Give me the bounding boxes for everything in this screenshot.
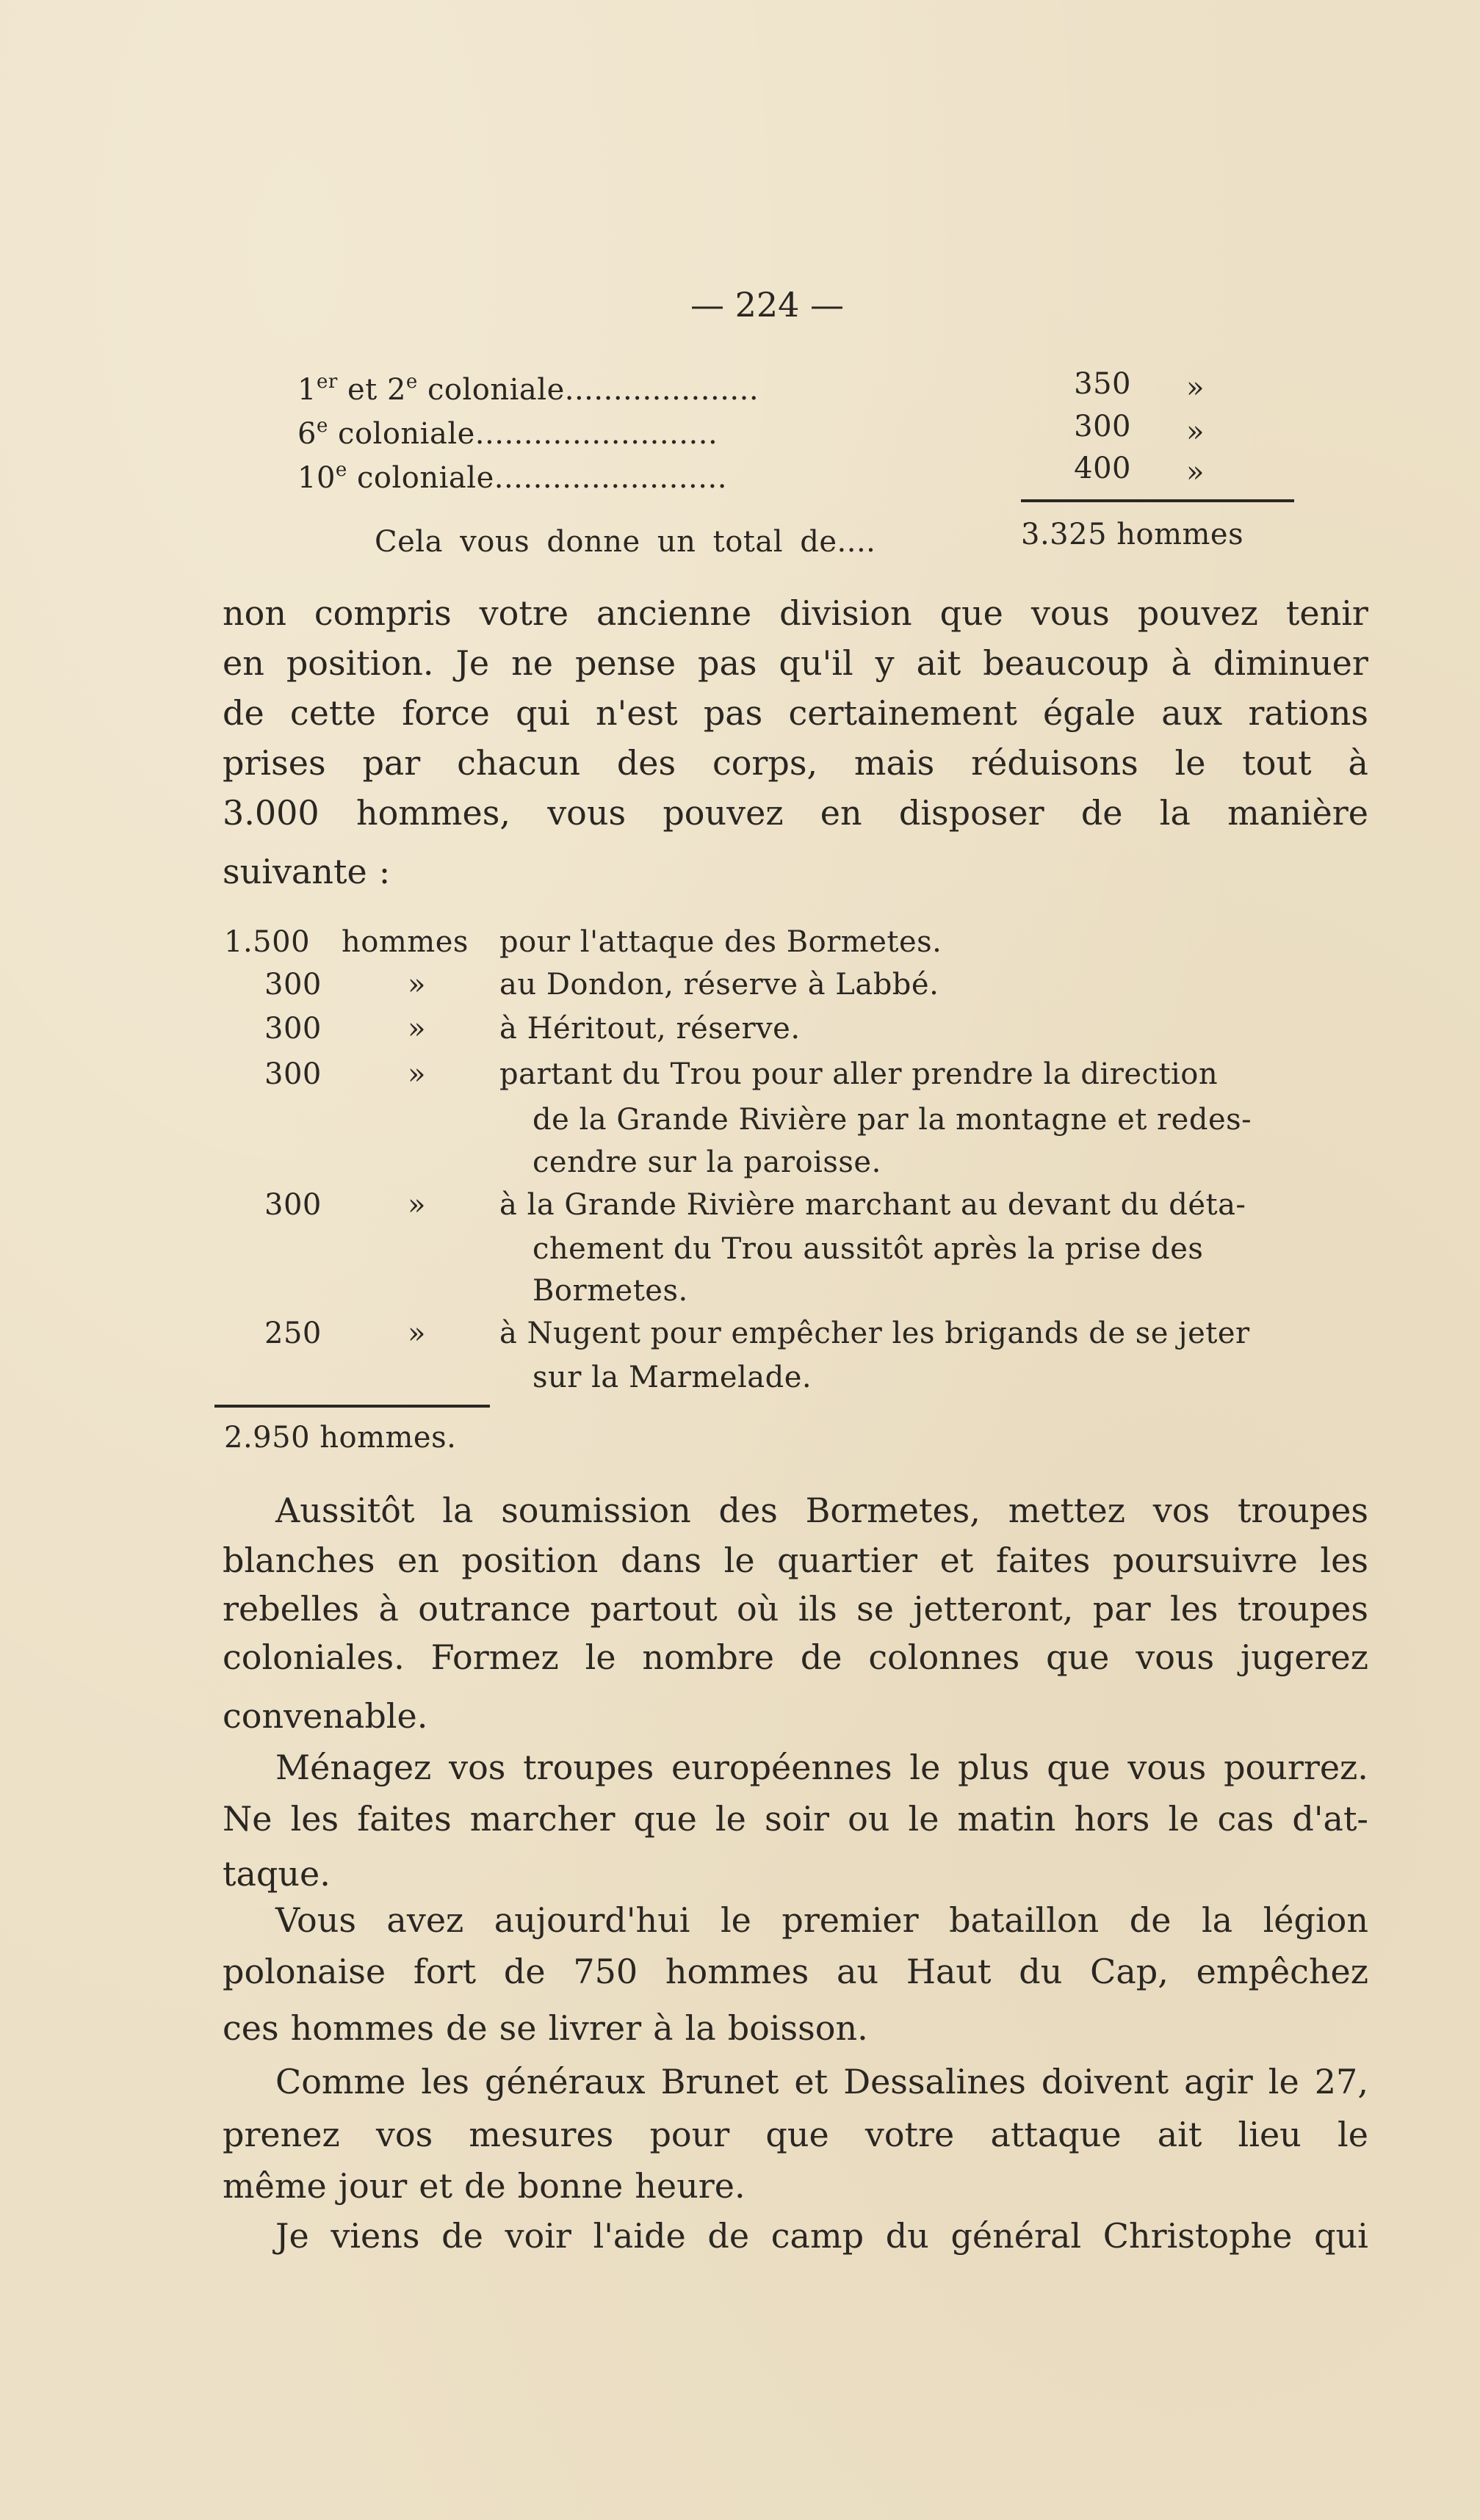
word: qui [1314,2216,1368,2256]
word: pouvez [1137,593,1258,633]
ditto-mark: » [1186,455,1205,489]
word: le [1168,1799,1199,1839]
word: viens [331,2216,420,2256]
word: certainement [788,693,1017,733]
word: de [800,1637,842,1677]
word: la [1201,1900,1233,1940]
word: la [1159,793,1191,833]
word: voir [505,2216,571,2256]
word: les [1320,1540,1368,1580]
text-line [223,1589,1368,1629]
word: faites [357,1799,452,1839]
word: livrer [548,2008,642,2048]
word: le [1337,2115,1368,2154]
word: le [723,1540,755,1580]
word: vous [1030,593,1110,633]
word: les [1170,1589,1219,1629]
word: jetteront, [913,1589,1074,1629]
word: à [378,1589,399,1629]
word: qui [516,693,570,733]
word: ancienne [596,593,752,633]
word: pouvez [663,793,784,833]
word: Vous [275,1900,356,1940]
dot-leader: .................... [564,373,759,407]
word: ait [916,643,961,683]
word: Christophe [1102,2216,1293,2256]
word: troupes [523,1748,654,1787]
text-line [275,2062,1368,2101]
word: disposer [898,793,1044,833]
word: corps, [712,743,818,783]
word: matin [957,1799,1056,1839]
word: vous [1127,1748,1207,1787]
word: vous [547,793,627,833]
word: prenez [223,2115,340,2154]
word: en [223,643,264,683]
text-line [223,2008,1368,2048]
word: taque. [223,1854,331,1894]
dispositions-total: 2.950 hommes. [224,1421,457,1455]
word: vos [375,2115,433,2154]
word: Comme [275,2062,406,2101]
word: compris [314,593,452,633]
dot-leader: ........................ [494,461,727,495]
word: partout [590,1589,718,1629]
word: que [939,593,1003,633]
word: troupes [1237,1491,1368,1530]
word: le [1174,743,1206,783]
word: légion [1263,1900,1368,1940]
ditto-mark: » [408,1012,426,1046]
word: suivante [223,852,367,891]
word: Formez [430,1637,559,1677]
word: lieu [1238,2115,1302,2154]
text-line [223,693,1368,733]
disposition-text: partant du Trou pour aller prendre la direction [499,1057,1219,1091]
word: Je [455,643,490,683]
sum-rule [1021,499,1294,502]
word: par [362,743,421,783]
word: en [820,793,862,833]
word: nombre [642,1637,774,1677]
word: de [1080,793,1123,833]
word: soumission [501,1491,691,1530]
word: pas [698,643,757,683]
word: de [1129,1900,1172,1940]
word: de [445,2008,488,2048]
word: le [585,1637,616,1677]
word: Ménagez [275,1748,432,1787]
word: premier [781,1900,919,1940]
troop-value: 350 [1074,367,1131,401]
word: Aussitôt [275,1491,415,1530]
word: non [223,593,286,633]
word: à [653,2008,674,2048]
word: aujourd'hui [494,1900,690,1940]
word: division [779,593,912,633]
text-line [223,743,1368,783]
word: bonne [517,2166,624,2206]
word: et [794,2062,829,2101]
disposition-text: à Héritout, réserve. [499,1012,801,1046]
disposition-count: 1.500 [224,925,311,959]
page-number: — 224 — [690,285,845,325]
word: aux [1161,693,1223,733]
text-line [223,1637,1368,1677]
word: ne [511,643,553,683]
text-line [223,1540,1368,1580]
sum-rule [214,1405,490,1408]
word: tout [1242,743,1312,783]
ditto-mark: » [408,968,426,1002]
word: et [419,2166,452,2206]
disposition-text: cendre sur la paroisse. [533,1145,881,1179]
troop-row: 10e coloniale........................ [297,459,727,495]
word: que [765,2115,829,2154]
word: n'est [596,693,678,733]
dot-leader: ......................... [474,417,718,451]
text-line [223,643,1368,683]
word: hors [1074,1799,1150,1839]
troop-value: 300 [1074,410,1131,443]
word: Brunet [660,2062,779,2101]
word: réduisons [971,743,1138,783]
disposition-text: sur la Marmelade. [533,1361,812,1394]
word: ces [223,2008,279,2048]
word: : [378,852,391,891]
text-line [223,1696,1368,1736]
text-line [275,2216,1368,2256]
word: manière [1227,793,1368,833]
text-line [223,1952,1368,1991]
total-label: Cela vous donne un total de.... [375,525,876,559]
word: en [397,1540,439,1580]
word: que [1047,1748,1111,1787]
word: et [939,1540,974,1580]
word: du [1019,1952,1063,1991]
word: même [223,2166,327,2206]
word: position [461,1540,599,1580]
disposition-count: 300 [264,1012,322,1046]
text-line [275,1491,1368,1530]
word: faites [995,1540,1091,1580]
word: heure. [635,2166,746,2206]
word: Ne [223,1799,272,1839]
troop-row: 6e coloniale......................... [297,415,718,451]
word: dans [620,1540,702,1580]
word: y [875,643,895,683]
word: mesures [469,2115,614,2154]
text-line [223,2115,1368,2154]
ditto-mark: » [1186,371,1205,405]
word: rations [1248,693,1368,733]
word: jour [338,2166,408,2206]
word: le [1268,2062,1299,2101]
word: position. [286,643,434,683]
word: quartier [777,1540,918,1580]
word: hommes [290,2008,434,2048]
disposition-unit: hommes [342,925,469,959]
word: outrance [418,1589,571,1629]
word: vous [1136,1637,1215,1677]
word: cette [289,693,377,733]
word: plus [958,1748,1030,1787]
word: le [720,1900,751,1940]
word: la [442,1491,474,1530]
word: soir [764,1799,829,1839]
word: boisson. [727,2008,868,2048]
ditto-mark: » [408,1057,426,1091]
ditto-mark: » [408,1317,426,1350]
word: troupes [1237,1589,1368,1629]
word: attaque [990,2115,1122,2154]
text-line [223,1854,1368,1894]
word: empêchez [1196,1952,1368,1991]
word: camp [770,2216,864,2256]
disposition-count: 250 [264,1317,322,1350]
word: pourrez. [1224,1748,1368,1787]
word: hommes [665,1952,809,1991]
word: blanches [223,1540,375,1580]
word: la [685,2008,716,2048]
word: ait [1157,2115,1202,2154]
word: jugerez [1240,1637,1368,1677]
disposition-count: 300 [264,1057,322,1091]
word: égale [1043,693,1136,733]
word: avez [386,1900,464,1940]
word: poursuivre [1112,1540,1298,1580]
troop-value: 400 [1074,452,1131,485]
word: que [1046,1637,1110,1677]
word: cas [1217,1799,1274,1839]
word: Je [275,2216,309,2256]
text-line [223,852,1368,891]
word: doivent [1041,2062,1169,2101]
disposition-text: de la Grande Rivière par la montagne et redes- [533,1103,1252,1137]
word: 750 [573,1952,638,1991]
word: prises [223,743,326,783]
word: fort [413,1952,477,1991]
word: l'aide [593,2216,686,2256]
word: colonnes [868,1637,1020,1677]
word: de [223,693,264,733]
word: par [1092,1589,1151,1629]
word: force [402,693,490,733]
word: Dessalines [843,2062,1026,2101]
word: chacun [457,743,580,783]
word: bataillon [949,1900,1100,1940]
word: beaucoup [983,643,1149,683]
disposition-count: 300 [264,1188,322,1222]
word: du [885,2216,929,2256]
disposition-text: pour l'attaque des Bormetes. [499,925,942,959]
word: mettez [1008,1491,1125,1530]
text-line [223,593,1368,633]
word: de [441,2216,483,2256]
word: les [421,2062,469,2101]
word: ou [848,1799,890,1839]
word: de [503,1952,546,1991]
word: ils [798,1589,837,1629]
total-value: 3.325 hommes [1021,518,1244,551]
disposition-text: à la Grande Rivière marchant au devant du déta- [499,1188,1246,1222]
disposition-count: 300 [264,968,322,1002]
text-line [223,793,1368,833]
word: de [707,2216,750,2256]
word: le [908,1799,939,1839]
word: votre [864,2115,955,2154]
word: vos [1152,1491,1210,1530]
word: agir [1184,2062,1253,2101]
word: où [737,1589,779,1629]
word: tenir [1285,593,1368,633]
word: polonaise [223,1952,386,1991]
word: convenable. [223,1696,428,1736]
word: les [290,1799,339,1839]
word: au [837,1952,879,1991]
word: que [633,1799,697,1839]
word: se [499,2008,537,2048]
disposition-text: chement du Trou aussitôt après la prise des [533,1232,1204,1266]
word: 3.000 [223,793,320,833]
word: coloniales. [223,1637,405,1677]
word: Haut [906,1952,992,1991]
word: hommes, [355,793,510,833]
word: diminuer [1213,643,1368,683]
word: Cap, [1090,1952,1169,1991]
word: d'at- [1292,1799,1368,1839]
word: pour [649,2115,730,2154]
word: pas [703,693,763,733]
word: Bormetes, [805,1491,981,1530]
word: le [715,1799,746,1839]
word: des [718,1491,778,1530]
word: à [1171,643,1191,683]
disposition-text: Bormetes. [533,1274,688,1308]
text-line [223,2166,1368,2206]
word: vos [449,1748,506,1787]
word: votre [479,593,569,633]
word: à [1348,743,1368,783]
word: se [856,1589,894,1629]
disposition-text: à Nugent pour empêcher les brigands de se jeter [499,1317,1250,1350]
ditto-mark: » [1186,415,1205,449]
word: 27, [1314,2062,1368,2101]
text-line [275,1900,1368,1940]
troop-row: 1er et 2e coloniale.................... [297,371,759,407]
word: qu'il [779,643,853,683]
word: général [950,2216,1082,2256]
word: mais [853,743,935,783]
word: marcher [469,1799,616,1839]
word: des [616,743,676,783]
word: pense [574,643,676,683]
word: généraux [485,2062,646,2101]
disposition-text: au Dondon, réserve à Labbé. [499,968,939,1002]
text-line [223,1799,1368,1839]
word: de [463,2166,506,2206]
ditto-mark: » [408,1188,426,1222]
word: le [909,1748,941,1787]
word: rebelles [223,1589,360,1629]
text-line [275,1748,1368,1787]
word: européennes [671,1748,892,1787]
